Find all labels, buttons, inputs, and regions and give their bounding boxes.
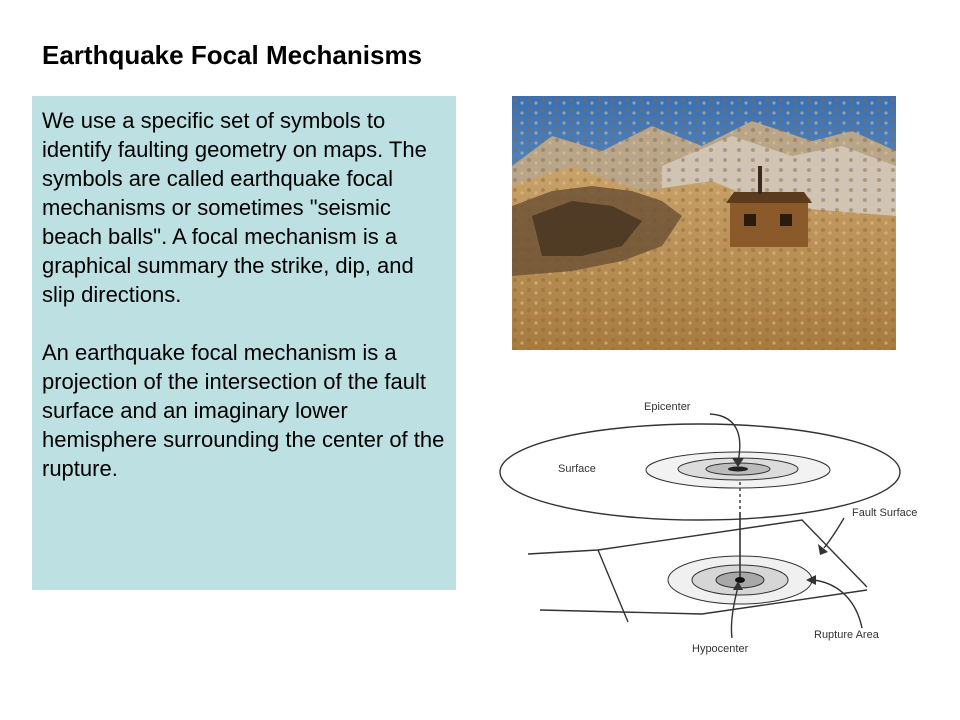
label-hypocenter: Hypocenter: [692, 643, 749, 655]
paragraph-projection: An earthquake focal mechanism is a projection of the intersection of the fault surface and an imaginary lower hemisphere surrounding the center of the rupture.: [42, 340, 445, 481]
epicenter-dot: [728, 467, 748, 472]
slide-title: Earthquake Focal Mechanisms: [42, 40, 423, 70]
label-surface: Surface: [558, 463, 596, 475]
description-textbox: [32, 96, 456, 590]
label-fault-surface: Fault Surface: [852, 507, 918, 519]
fault-surface-arrow: [824, 518, 844, 548]
focal-mechanism-diagram: [492, 392, 942, 662]
fault-scarp-photo: [512, 96, 896, 350]
paragraph-focal-symbols: We use a specific set of symbols to identify faulting geometry on maps. The symbols are called earthquake focal mechanisms or sometimes "seismic beach balls". A focal mechanism is a graphical summary the strike, dip, and slip directions.: [42, 108, 427, 307]
label-rupture-area: Rupture Area: [814, 629, 879, 641]
hypocenter-dot: [735, 577, 745, 583]
rupture-area-arrow: [814, 580, 862, 628]
fault-diagram-svg: [492, 392, 942, 662]
fault-scarp-photo-illustration: [512, 96, 896, 350]
label-epicenter: Epicenter: [644, 401, 691, 413]
